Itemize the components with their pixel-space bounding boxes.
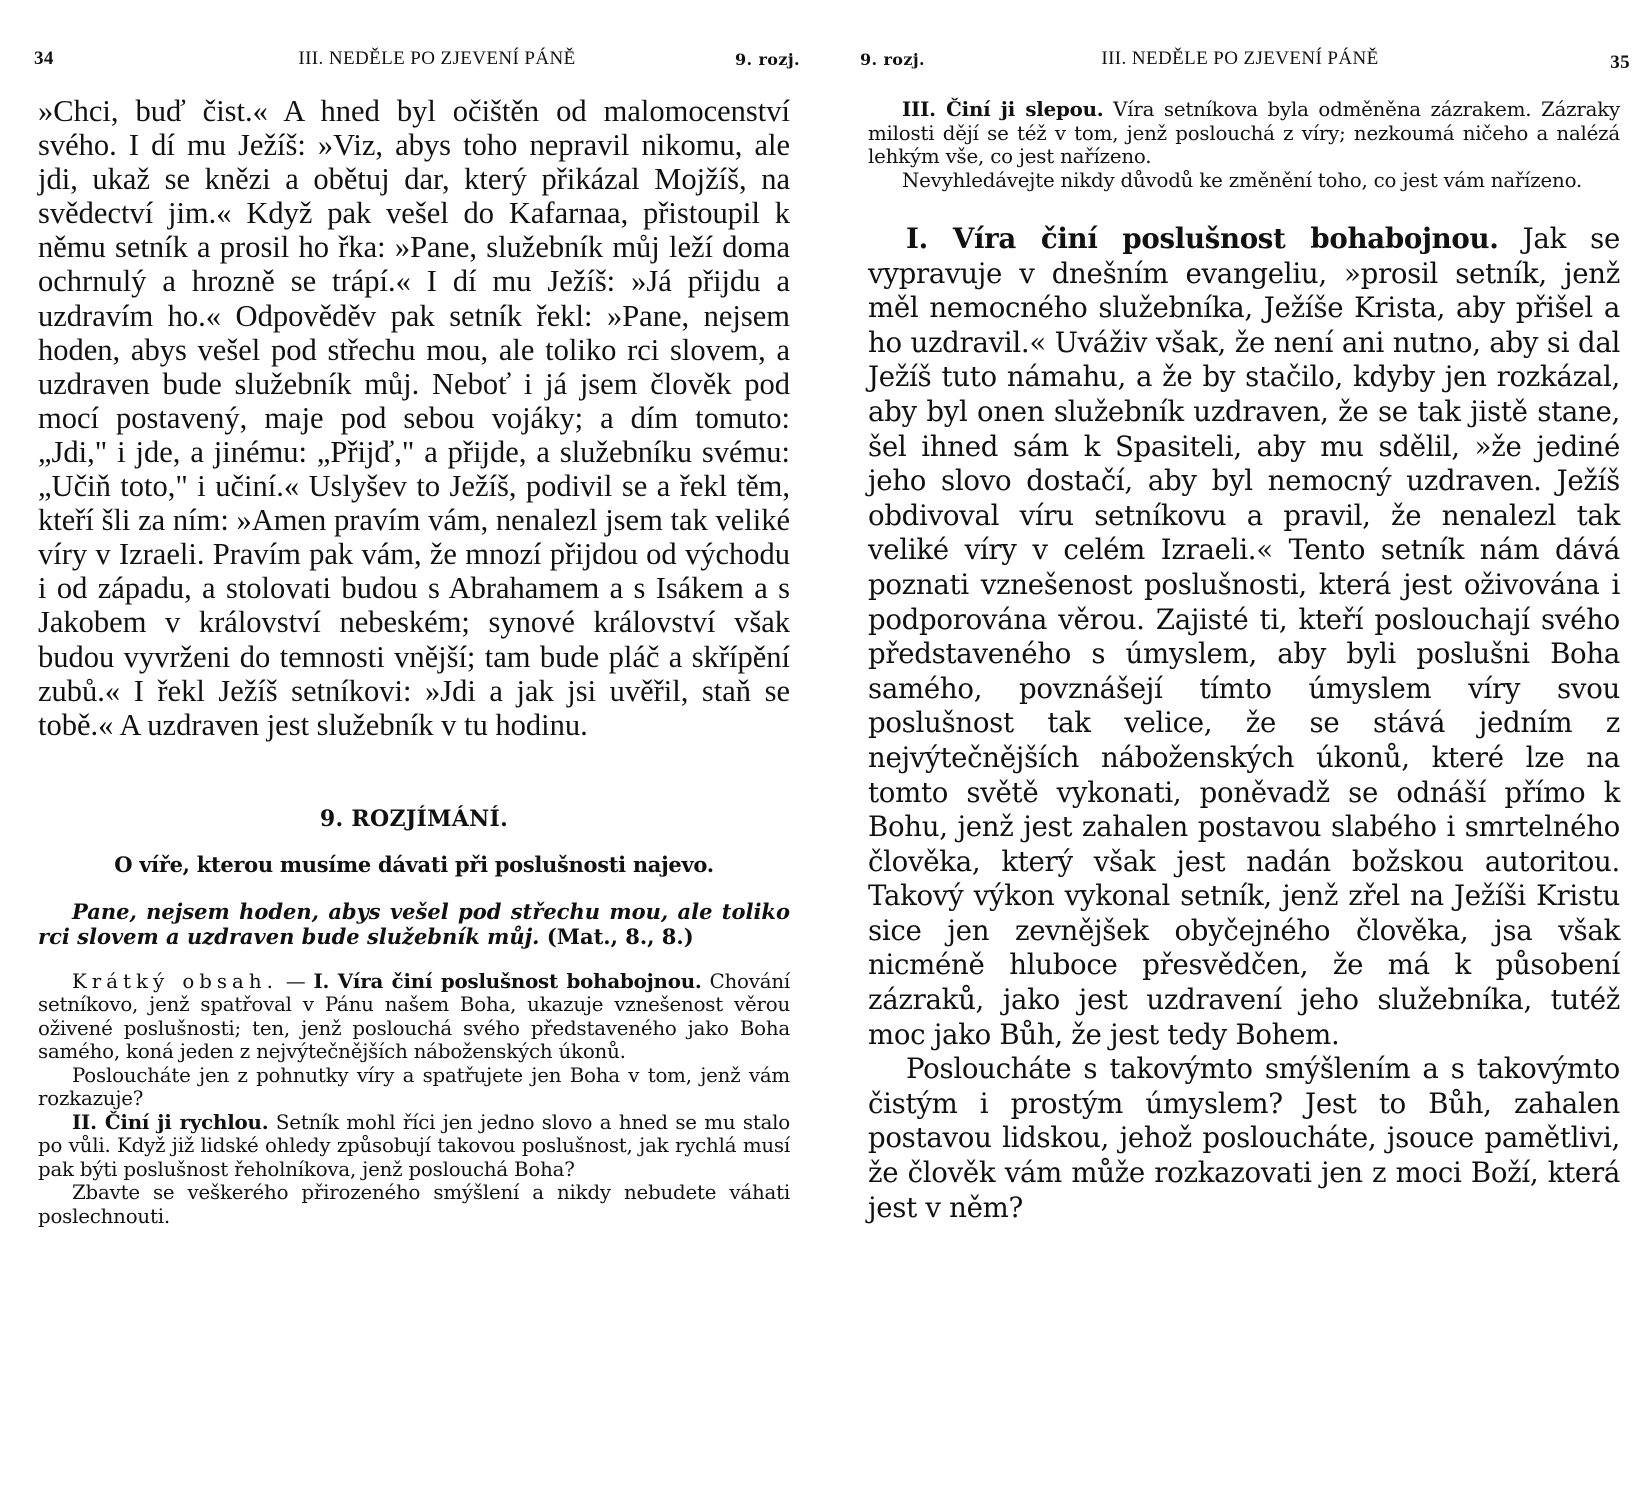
main-point-1-title: I. Víra činí poslušnost bohabojnou. xyxy=(906,222,1499,255)
summary-point-2-title: II. Činí ji rychlou. xyxy=(72,1109,269,1134)
page-number: 35 xyxy=(1610,52,1630,73)
main-point-1-question: Posloucháte s takovýmto smýšlením a s takovýmto čistým i prostým úmyslem? Jest to Bůh, zahalen postavou lidskou, jehož posloucháte, jsouce pamětlivi, že člověk vám může rozkazovati jen z moci Boží, která jest v něm? xyxy=(868,1052,1620,1224)
motto-reference: (Mat., 8., 8.) xyxy=(546,923,694,949)
summary-point-3-exhortation: Nevyhledávejte nikdy důvodů ke změnění toho, co jest vám nařízeno. xyxy=(902,168,1583,192)
main-point-1-text: Jak se vypravuje v dnešním evangeliu, »prosil setník, jenž měl nemocného služebníka, Ježíše Krista, aby přišel a ho uzdravil.« Uváživ však, že není ani nutno, aby si dal Ježíš tuto námahu, a že by stačilo, kdyby jen rozkázal, aby byl onen služebník uzdraven, že se tak jistě stane, šel ihned sám k Spasiteli, aby mu sdělil, »že jediné jeho slovo dostačí, aby byl nemocný uzdraven. Ježíš obdivoval víru setníkovu a pravil, že nenalezl tak veliké víry v celém Izraeli.« Tento setník nám dává poznati vznešenost poslušnosti, která jest oživována i podporována věrou. Zajisté ti, kteří poslouchají svého představeného s úmyslem, aby byli poslušni Boha samého, povznášejí tímto úmyslem víry svou poslušnost tak velice, že se stává jedním z nejvýtečnějších náboženských úkonů, které lze na tomto světě vykonati, poněvadž se odnáší přímo k Bohu, jenž jest zahalen postavou slabého i smrtelného člověka, který však jest nadán božskou autoritou. Takový výkon vykonal setník, jenž zřel na Ježíši Kristu sice jen zevnějšek obyčejného člověka, jsa však nicméně hluboce přesvědčen, že má k působení zázraků, jako jest uzdravení jeho služebníka, tutéž moc jako Bůh, že jest tedy Bohem. xyxy=(868,222,1620,1051)
motto-text: Pane, nejsem hoden, abys vešel pod střechu mou, ale toliko rci slovem a uzdraven bude služebník můj. xyxy=(38,898,790,949)
meditation-heading: 9. ROZJÍMÁNÍ. xyxy=(319,805,509,832)
summary-point-3-title: III. Činí ji slepou. xyxy=(902,97,1104,121)
summary-point-3-text: Víra setníkova byla odměněna zázrakem. Zázraky milosti dějí se též v tom, jenž poslouchá z víry; nezkoumá ničeho a nalézá lehkým vše, co jest nařízeno. xyxy=(868,98,1620,168)
left-page xyxy=(0,0,820,1500)
summary-point-1-title: I. Víra činí poslušnost bohabojnou. xyxy=(313,968,702,993)
gospel-text: »Chci, buď čist.« A hned byl očištěn od malomocenství svého. I dí mu Ježíš: »Viz, abys toho nepravil nikomu, ale jdi, ukaž se knězi a obětuj dar, který přikázal Mojžíš, na svědectví jim.« Když pak vešel do Kafarnaa, přistoupil k němu setník a prosil ho řka: »Pane, služebník můj leží doma ochrnulý a hrozně se trápí.« I dí mu Ježíš: »Já přijdu a uzdravím ho.« Odpověděv pak setník řekl: »Pane, nejsem hoden, abys vešel pod střechu mou, ale toliko rci slovem, a uzdraven bude služebník můj. Neboť i já jsem člověk pod mocí postavený, maje pod sebou vojáky; a dím tomuto: „Jdi," i jde, a jinému: „Přijď," a přijde, a služebníku svému: „Učiň toto," i učiní.« Uslyšev to Ježíš, podivil se a řekl těm, kteří šli za ním: »Amen pravím vám, nenalezl jsem tak veliké víry v Izraeli. Pravím pak vám, že mnozí přijdou od východu i od západu, a stolovati budou s Abrahamem a s Isákem a s Jakobem v království nebeském; synové království však budou vyvrženi do temnosti vnější; tam bude pláč a skřípění zubů.« I řekl Ježíš setníkovi: »Jdi a jak jsi uvěřil, staň se tobě.« A uzdraven jest služebník v tu hodinu. xyxy=(38,94,790,742)
motto xyxy=(38,899,790,949)
section-label: 9. rozj. xyxy=(860,50,926,69)
summary-label: Krátký obsah. xyxy=(72,969,278,993)
page-number: 34 xyxy=(34,48,54,69)
meditation-subtitle: O víře, kterou musíme dávati při poslušnosti najevo. xyxy=(114,851,714,877)
running-head-right xyxy=(860,48,1630,74)
summary-point-1-question: Posloucháte jen z pohnutky víry a spatřujete jen Boha v tom, jenž vám rozkazuje? xyxy=(38,1063,790,1111)
summary-point-1 xyxy=(38,970,790,1064)
running-title: III. NEDĚLE PO ZJEVENÍ PÁNĚ xyxy=(1101,48,1379,69)
running-title: III. NEDĚLE PO ZJEVENÍ PÁNĚ xyxy=(298,48,576,69)
summary-point-1-text: Chování setníkovo, jenž spatřoval v Pánu našem Boha, ukazuje vznešenost věrou oživené poslušnosti; ten, jenž poslouchá svého představeného jako Boha samého, koná jeden z nejvýtečnějších náboženských úkonů. xyxy=(38,969,790,1064)
left-page-body xyxy=(38,94,790,1228)
summary-point-2-exhortation: Zbavte se veškerého přirozeného smýšlení a nikdy nebudete váhati poslechnouti. xyxy=(38,1181,790,1228)
summary-dash: — xyxy=(277,969,314,993)
running-head-left xyxy=(34,48,800,74)
summary-point-2 xyxy=(38,1111,790,1182)
right-page-body xyxy=(868,94,1620,1225)
right-page xyxy=(820,0,1650,1500)
main-point-1 xyxy=(868,222,1620,1052)
section-label: 9. rozj. xyxy=(734,50,800,69)
summary-point-3 xyxy=(868,98,1620,169)
summary-point-2-text: Setník mohl říci jen jedno slovo a hned se mu stalo po vůli. Když již lidské ohledy způsobují takovou poslušnost, jak rychlá musí pak býti poslušnost řeholníkova, jenž poslouchá Boha? xyxy=(38,1110,791,1181)
